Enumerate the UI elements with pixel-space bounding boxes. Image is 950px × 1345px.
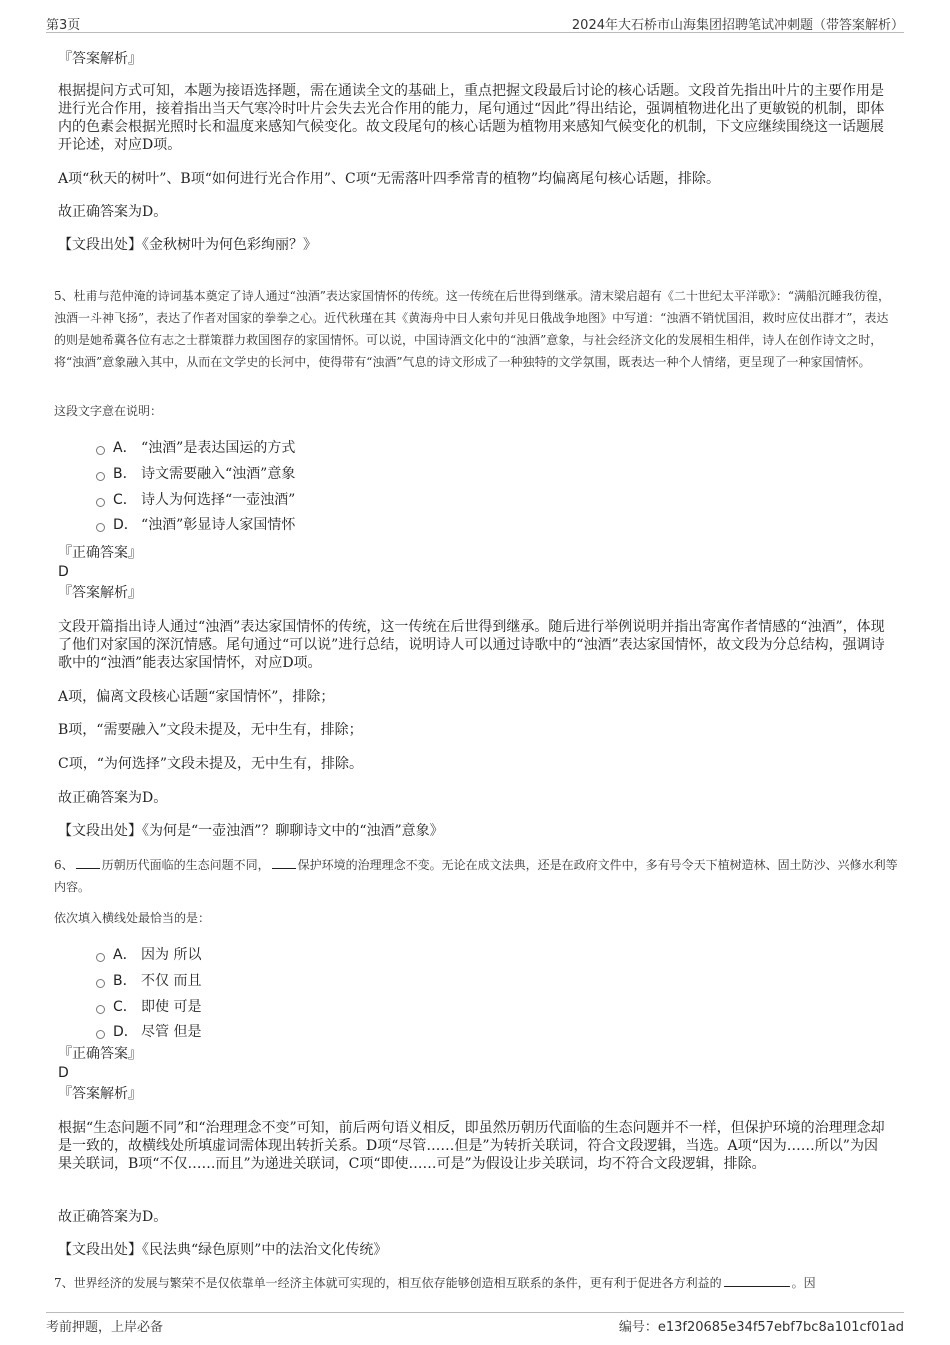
fill-blank: [76, 856, 100, 869]
q5-analysis-paragraph: 文段开篇指出诗人通过“浊酒”表达家国情怀的传统，这一传统在后世得到继承。随后进行举例说明并指出寄寓作者情感的“浊酒”，体现了他们对家国的深沉情感。尾句通过“可以说”进行总结，说明诗人可以通过诗歌中的“浊酒”表达家国情怀，故文段为分总结构，强调诗歌中的“浊酒”能表达家国情怀，对应D项。: [58, 619, 885, 671]
q6-stem: [54, 854, 900, 898]
q5-analysis-c: C项，“为何选择”文段未提及，无中生有，排除。: [58, 756, 364, 772]
q6-analysis-paragraph: 根据“生态问题不同”和“治理理念不变”可知，前后两句语义相反，即虽然历朝历代面临的生态问题并不一样，但保护环境的治理理念却是一致的，故横线处所填虚词需体现出转折关系。D项“尽管……但是”为转折关联词，符合文段逻辑，当选。A项“因为……所以”为因果关联词，B项“不仅……而且”为递进关联词，C项“即使……可是”为假设让步关联词，均不符合文段逻辑，排除。: [58, 1120, 885, 1172]
fill-blank: [272, 856, 296, 869]
q5-answer: D: [58, 564, 69, 580]
q5-option-b[interactable]: [96, 464, 295, 484]
q5-analysis-conclusion: 故正确答案为D。: [58, 790, 168, 806]
option-letter: B．: [113, 973, 137, 989]
q5-analysis-a: A项，偏离文段核心话题“家国情怀”，排除；: [58, 689, 335, 705]
radio-icon[interactable]: [96, 1030, 105, 1039]
option-text: 不仅 而且: [141, 973, 202, 989]
option-text: 诗人为何选择“一壶浊酒”: [141, 492, 296, 508]
q6-analysis-conclusion: 故正确答案为D。: [58, 1209, 168, 1225]
q6-number: 6、: [54, 858, 74, 872]
footer-slogan: 考前押题，上岸必备: [46, 1320, 164, 1335]
q6-answer: D: [58, 1065, 69, 1081]
q7-stem-start: 7、世界经济的发展与繁荣不是仅依靠单一经济主体就可实现的，相互依存能够创造相互联系的条件，更有利于促进各方利益的: [54, 1276, 722, 1290]
q6-stem-part2: 保护环境的治理理念不变。无论在成文法典，还是在政府文件中，多有号令天下植树造林、固土防沙、兴修水利等内容。: [54, 858, 898, 894]
option-text: 因为 所以: [141, 947, 202, 963]
page-footer: [46, 1312, 904, 1333]
q5-option-a[interactable]: [96, 438, 295, 458]
option-letter: D．: [113, 1024, 138, 1040]
q6-analysis-label: 『答案解析』: [58, 1086, 142, 1102]
page-number: 第3页: [46, 18, 81, 33]
radio-icon[interactable]: [96, 979, 105, 988]
q5-analysis-label: 『答案解析』: [58, 585, 142, 601]
radio-icon[interactable]: [96, 446, 105, 455]
q4-analysis-paragraph: 根据提问方式可知，本题为接语选择题，需在通读全文的基础上，重点把握文段最后讨论的核心话题。文段首先指出叶片的主要作用是进行光合作用，接着指出当天气寒冷时叶片会失去光合作用的能力，尾句通过“因此”得出结论，强调植物进化出了更敏锐的机制，即体内的色素会根据光照时长和温度来感知气候变化。故文段尾句的核心话题为植物用来感知气候变化的机制，下文应继续围绕这一话题展开论述，对应D项。: [58, 83, 885, 153]
q6-option-d[interactable]: [96, 1022, 201, 1042]
fill-blank: [724, 1274, 790, 1287]
q5-prompt: 这段文字意在说明：: [54, 404, 163, 418]
q4-analysis-conclusion: 故正确答案为D。: [58, 204, 168, 220]
q5-option-d[interactable]: [96, 515, 295, 535]
q6-stem-part1: 历朝历代面临的生态问题不同，: [101, 858, 270, 872]
q6-prompt: 依次填入横线处最恰当的是：: [54, 911, 211, 925]
option-letter: C．: [113, 492, 137, 508]
radio-icon[interactable]: [96, 498, 105, 507]
q5-option-c[interactable]: [96, 490, 295, 510]
q7-stem-end: 。因: [791, 1276, 816, 1290]
option-letter: A．: [113, 440, 137, 456]
option-text: 尽管 但是: [141, 1024, 202, 1040]
option-letter: C．: [113, 999, 137, 1015]
option-letter: A．: [113, 947, 137, 963]
q6-option-b[interactable]: [96, 971, 201, 991]
q5-analysis-b: B项，“需要融入”文段未提及，无中生有，排除；: [58, 722, 363, 738]
q7-stem: [54, 1272, 900, 1294]
q6-option-c[interactable]: [96, 997, 201, 1017]
q6-option-a[interactable]: [96, 945, 201, 965]
radio-icon[interactable]: [96, 523, 105, 532]
radio-icon[interactable]: [96, 1005, 105, 1014]
option-letter: D．: [113, 517, 138, 533]
radio-icon[interactable]: [96, 953, 105, 962]
document-code: 编号：e13f20685e34f57ebf7bc8a101cf01ad: [618, 1320, 904, 1335]
document-title: 2024年大石桥市山海集团招聘笔试冲刺题（带答案解析）: [571, 18, 904, 33]
q4-source: 【文段出处】《金秋树叶为何色彩绚丽？》: [58, 237, 317, 253]
q4-analysis-options: A项“秋天的树叶”、B项“如何进行光合作用”、C项“无需落叶四季常青的植物”均偏离尾句核心话题，排除。: [58, 171, 721, 187]
option-text: 诗文需要融入“浊酒”意象: [141, 466, 296, 482]
q5-source: 【文段出处】《为何是“一壶浊酒”？聊聊诗文中的“浊酒”意象》: [58, 823, 444, 839]
q5-answer-label: 『正确答案』: [58, 545, 142, 561]
option-text: “浊酒”是表达国运的方式: [141, 440, 296, 456]
option-text: 即使 可是: [141, 999, 202, 1015]
q4-analysis-label: 『答案解析』: [58, 51, 142, 67]
q6-source: 【文段出处】《民法典“绿色原则”中的法治文化传统》: [58, 1242, 388, 1258]
q6-answer-label: 『正确答案』: [58, 1046, 142, 1062]
option-text: “浊酒”彰显诗人家国情怀: [141, 517, 296, 533]
radio-icon[interactable]: [96, 472, 105, 481]
q5-stem: 5、杜甫与范仲淹的诗词基本奠定了诗人通过“浊酒”表达家国情怀的传统。这一传统在后世得到继承。清末梁启超有《二十世纪太平洋歌》：“满船沉睡我彷徨，浊酒一斗神飞扬”，表达了作者对国家的拳拳之心。近代秋瑾在其《黄海舟中日人索句并见日俄战争地图》中写道：“浊酒不销忧国泪，救时应仗出群才”，表达的则是她希冀各位有志之士群策群力救国图存的家国情怀。可以说，中国诗酒文化中的“浊酒”意象，与社会经济文化的发展相生相伴，诗人在创作诗文之时，将“浊酒”意象融入其中，从而在文学史的长河中，使得带有“浊酒”气息的诗文形成了一种独特的文学氛围，既表达一种个人情绪，更呈现了一种家国情怀。: [54, 289, 891, 369]
option-letter: B．: [113, 466, 137, 482]
page-header: [46, 12, 904, 33]
